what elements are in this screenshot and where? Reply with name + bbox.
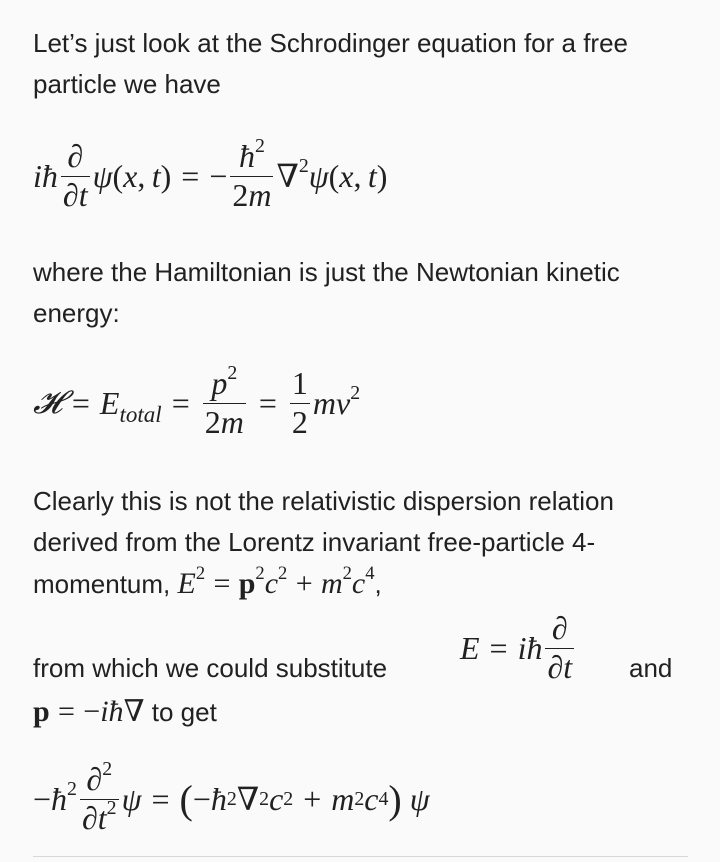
momentum-line xyxy=(33,692,217,732)
comma: , xyxy=(374,569,382,599)
divider xyxy=(33,856,688,857)
intro-paragraph: Let’s just look at the Schrodinger equation for a free particle we have xyxy=(33,28,629,99)
dispersion-text: Clearly this is not the relativistic dispersion relation derived from the Lorentz invariant free-particle 4-momentum, xyxy=(33,486,614,599)
klein-gordon-equation: − $ħ^2$ $\frac{\partial^2}{\partial t^2}$ ψ = ( − ħ 2 ∇ 2 c 2 + m 2 c 4 ) ψ xyxy=(33,758,430,836)
dispersion-relation: $E^2 = p^2c^2 + m^2c^4$ xyxy=(177,563,375,600)
dispersion-paragraph xyxy=(33,481,703,605)
momentum-operator: p = −iħ∇ xyxy=(33,695,145,728)
energy-operator: E = iħ $\frac{\partial}{\partial t}$ xyxy=(460,610,573,685)
hamiltonian-paragraph: where the Hamiltonian is just the Newtonian kinetic energy: xyxy=(33,257,620,328)
and-text: and xyxy=(629,653,673,683)
substitute-text: from which we could substitute xyxy=(33,653,388,683)
substitution-line xyxy=(33,612,703,692)
hamiltonian-equation: 𝓗 = $E_{total}$ = $\frac{p^2}{2m}$ = $\frac{1}{2}$ $mv^2$ xyxy=(33,362,361,440)
schrodinger-equation: iħ $\frac{\partial}{\partial t}$ ψ ( x , t ) = − $\frac{ħ^2}{2m}$ ∇$^2$ ψ ( x , t ) xyxy=(33,135,388,213)
to-get-text: to get xyxy=(151,697,217,727)
